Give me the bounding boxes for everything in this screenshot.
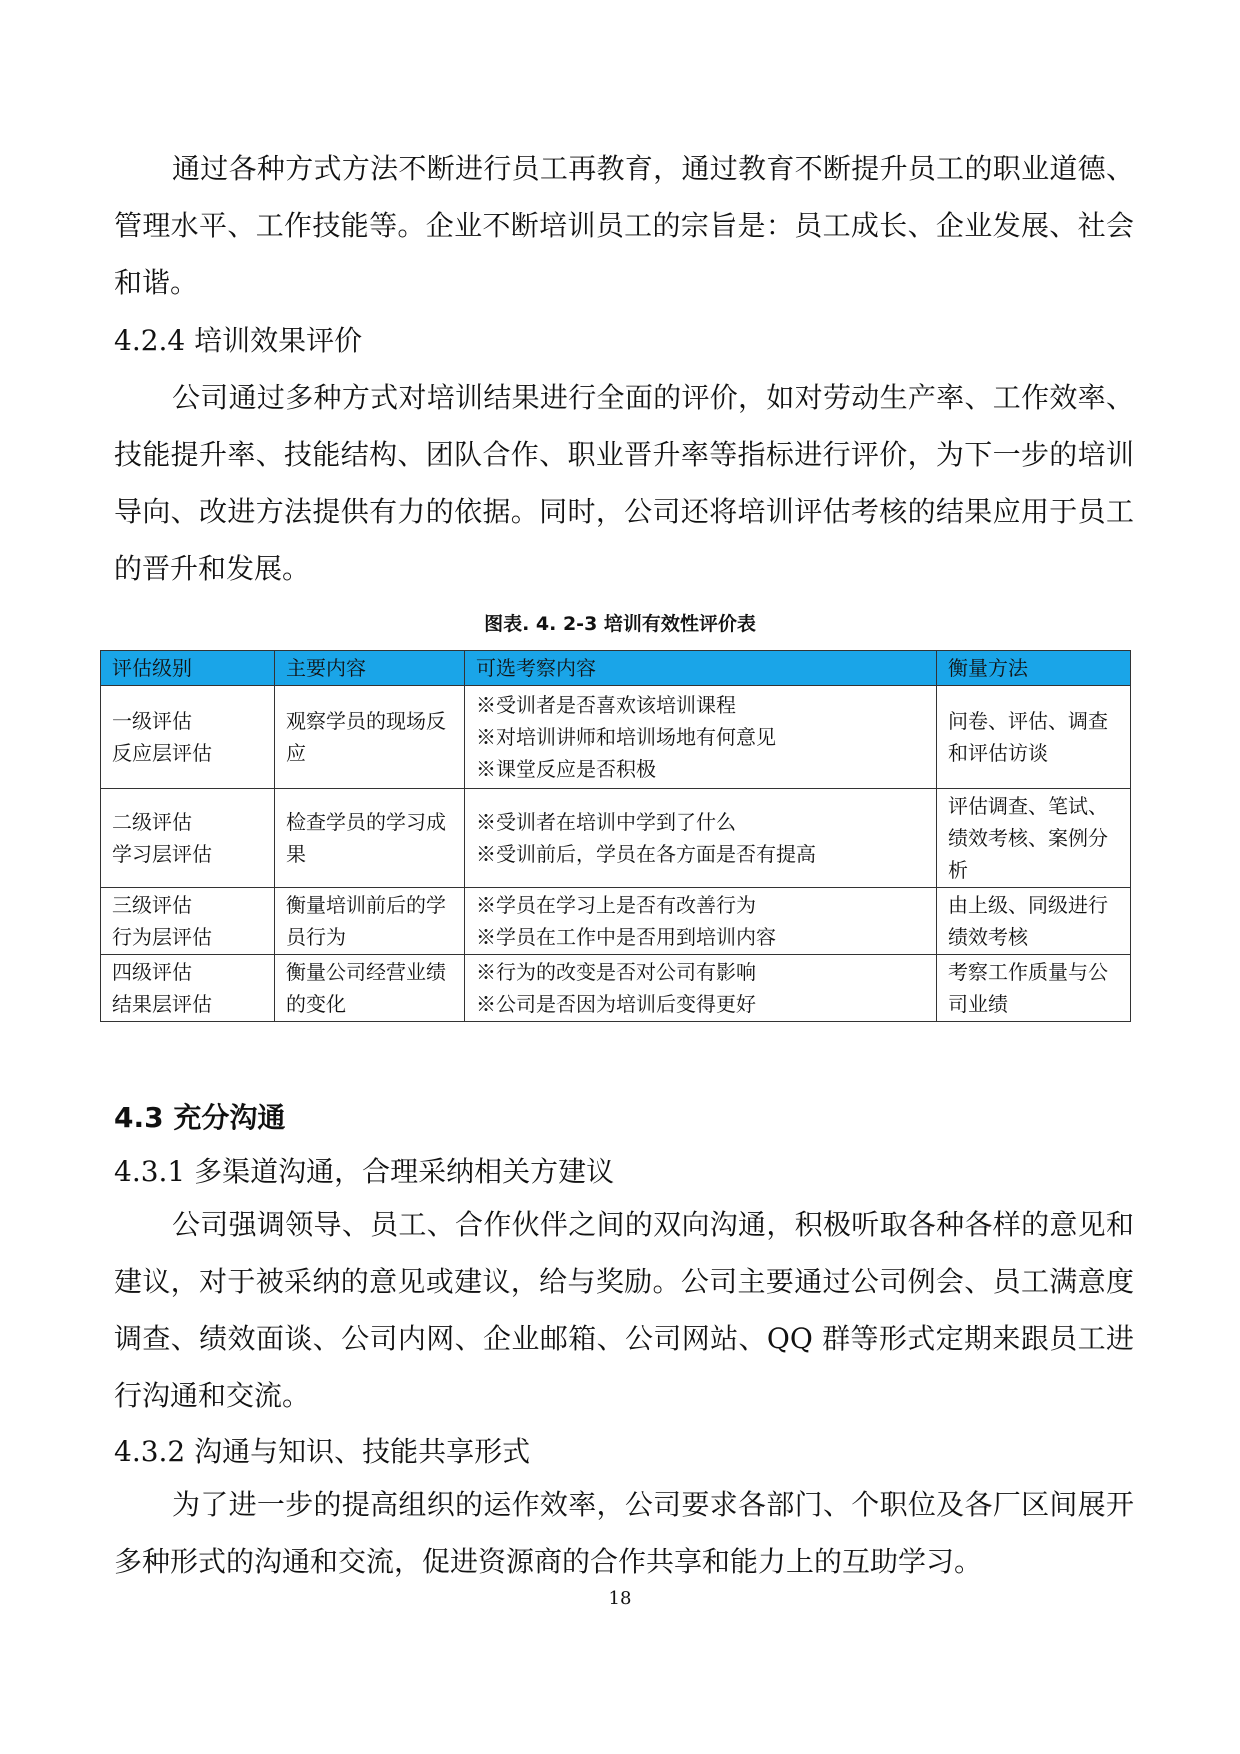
- table-row: [101, 686, 1131, 789]
- level-name: 四级评估: [112, 960, 192, 984]
- level-cell: [101, 686, 275, 789]
- training-evaluation-table: [100, 650, 1131, 1022]
- content-cell: 观察学员的现场反应: [275, 686, 465, 789]
- method-cell: 评估调查、笔试、绩效考核、案例分析: [937, 789, 1131, 888]
- item: ※课堂反应是否积极: [476, 757, 656, 781]
- level-type: 学习层评估: [112, 842, 212, 866]
- items-cell: [465, 955, 937, 1022]
- item: ※学员在学习上是否有改善行为: [476, 893, 756, 917]
- header-method: 衡量方法: [937, 651, 1131, 686]
- level-name: 一级评估: [112, 709, 192, 733]
- items-cell: [465, 789, 937, 888]
- method-cell: 考察工作质量与公司业绩: [937, 955, 1131, 1022]
- content-cell: 检查学员的学习成果: [275, 789, 465, 888]
- table-caption: 图表. 4. 2-3 培训有效性评价表: [484, 613, 756, 635]
- heading-4-2-4: 4.2.4 培训效果评价: [114, 324, 363, 357]
- items-cell: [465, 686, 937, 789]
- sharing-paragraph: 为了进一步的提高组织的运作效率，公司要求各部门、个职位及各厂区间展开多种形式的沟通和交流，促进资源商的合作共享和能力上的互助学习。: [114, 1488, 1134, 1578]
- level-cell: [101, 955, 275, 1022]
- item: ※学员在工作中是否用到培训内容: [476, 925, 776, 949]
- level-name: 二级评估: [112, 810, 192, 834]
- method-cell: 问卷、评估、调查和评估访谈: [937, 686, 1131, 789]
- method-cell: 由上级、同级进行绩效考核: [937, 888, 1131, 955]
- table-row: [101, 955, 1131, 1022]
- level-type: 反应层评估: [112, 741, 212, 765]
- header-level: 评估级别: [101, 651, 275, 686]
- communication-paragraph: 公司强调领导、员工、合作伙伴之间的双向沟通，积极听取各种各样的意见和建议，对于被采纳的意见或建议，给与奖励。公司主要通过公司例会、员工满意度调查、绩效面谈、公司内网、企业邮箱、公司网站、QQ 群等形式定期来跟员工进行沟通和交流。: [114, 1208, 1134, 1412]
- table-row: [101, 888, 1131, 955]
- level-type: 行为层评估: [112, 925, 212, 949]
- header-items: 可选考察内容: [465, 651, 937, 686]
- evaluation-paragraph: 公司通过多种方式对培训结果进行全面的评价，如对劳动生产率、工作效率、技能提升率、技能结构、团队合作、职业晋升率等指标进行评价，为下一步的培训导向、改进方法提供有力的依据。同时，公司还将培训评估考核的结果应用于员工的晋升和发展。: [114, 381, 1134, 585]
- item: ※对培训讲师和培训场地有何意见: [476, 725, 776, 749]
- items-cell: [465, 888, 937, 955]
- table-header-row: [101, 651, 1131, 686]
- item: ※受训前后，学员在各方面是否有提高: [476, 842, 816, 866]
- level-cell: [101, 888, 275, 955]
- heading-4-3-1: 4.3.1 多渠道沟通，合理采纳相关方建议: [114, 1155, 615, 1188]
- item: ※受训者是否喜欢该培训课程: [476, 693, 736, 717]
- item: ※行为的改变是否对公司有影响: [476, 960, 756, 984]
- content-cell: 衡量培训前后的学员行为: [275, 888, 465, 955]
- heading-4-3-2: 4.3.2 沟通与知识、技能共享形式: [114, 1435, 531, 1468]
- page-number: 18: [608, 1588, 632, 1609]
- level-name: 三级评估: [112, 893, 192, 917]
- level-cell: [101, 789, 275, 888]
- heading-4-3: 4.3 充分沟通: [114, 1101, 286, 1134]
- header-content: 主要内容: [275, 651, 465, 686]
- level-type: 结果层评估: [112, 992, 212, 1016]
- item: ※受训者在培训中学到了什么: [476, 810, 736, 834]
- item: ※公司是否因为培训后变得更好: [476, 992, 756, 1016]
- content-cell: 衡量公司经营业绩的变化: [275, 955, 465, 1022]
- intro-paragraph: 通过各种方式方法不断进行员工再教育，通过教育不断提升员工的职业道德、管理水平、工作技能等。企业不断培训员工的宗旨是：员工成长、企业发展、社会和谐。: [114, 152, 1134, 299]
- table-row: [101, 789, 1131, 888]
